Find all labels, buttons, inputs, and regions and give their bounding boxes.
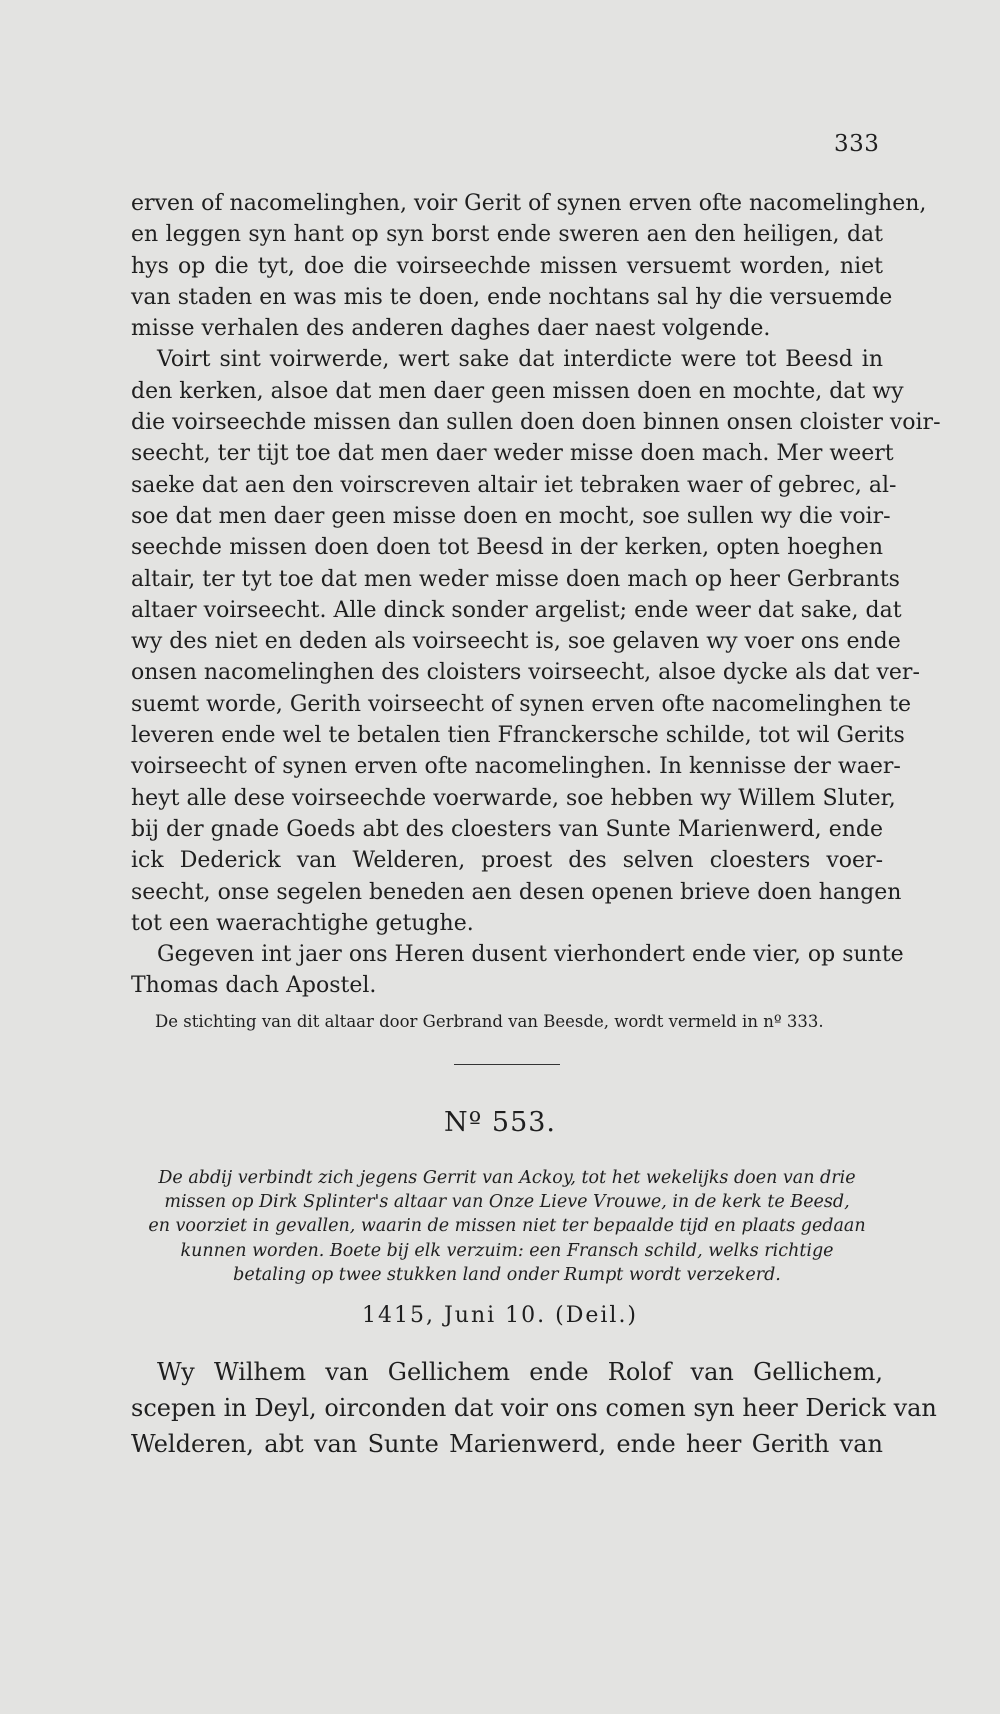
text-line: Thomas dach Apostel.: [131, 973, 377, 999]
page-number: 333: [834, 131, 880, 157]
text-line: saeke dat aen den voirscreven altair iet tebraken waer of gebrec, al-: [131, 472, 897, 498]
text-line: altair, ter tyt toe dat men weder misse doen mach op heer Gerbrants: [131, 566, 900, 592]
summary-line: missen op Dirk Splinter's altaar van Onze Lieve Vrouwe, in de kerk te Beesd,: [164, 1192, 850, 1213]
charter-text-553: [131, 1354, 937, 1462]
text-line: hys op die tyt, doe die voirseechde missen versuemt worden, niet: [131, 253, 883, 279]
document-number: Nº 553.: [443, 1107, 557, 1138]
text-line: seecht, onse segelen beneden aen desen openen brieve doen hangen: [131, 879, 902, 905]
text-line: voirseecht of synen erven ofte nacomelinghen. In kennisse der waer-: [131, 754, 901, 780]
section-divider: [454, 1064, 560, 1065]
summary-line: en voorziet in gevallen, waarin de missen niet ter bepaalde tijd en plaats gedaan: [148, 1216, 866, 1237]
text-line: Gegeven int jaer ons Heren dusent vierhondert ende vier, op sunte: [157, 942, 904, 968]
text-line: altaer voirseecht. Alle dinck sonder argelist; ende weer dat sake, dat: [131, 597, 902, 623]
text-line: misse verhalen des anderen daghes daer naest volgende.: [131, 316, 771, 342]
text-line: ick Dederick van Welderen, proest des selven cloesters voer-: [131, 848, 883, 874]
text-line: Welderen, abt van Sunte Marienwerd, ende heer Gerith van: [131, 1430, 883, 1458]
summary-line: betaling op twee stukken land onder Rumpt wordt verzekerd.: [233, 1264, 781, 1285]
text-line: erven of nacomelinghen, voir Gerit of synen erven ofte nacomelinghen,: [131, 191, 927, 216]
text-line: scepen in Deyl, oirconden dat voir ons comen syn heer Derick van: [131, 1394, 937, 1422]
text-line: seecht, ter tijt toe dat men daer weder misse doen mach. Mer weert: [131, 441, 894, 467]
text-line: den kerken, alsoe dat men daer geen missen doen en mochte, dat wy: [131, 378, 904, 404]
text-line: soe dat men daer geen misse doen en mocht, soe sullen wy die voir-: [131, 503, 891, 529]
text-line: en leggen syn hant op syn borst ende sweren aen den heiligen, dat: [131, 222, 883, 248]
text-line: tot een waerachtighe getughe.: [131, 910, 474, 936]
text-line: seechde missen doen doen tot Beesd in der kerken, opten hoeghen: [131, 535, 883, 561]
document-date: 1415, Juni 10. (Deil.): [361, 1303, 639, 1328]
text-line: wy des niet en deden als voirseecht is, soe gelaven wy voer ons ende: [131, 629, 901, 655]
text-line: Wy Wilhem van Gellichem ende Rolof van Gellichem,: [157, 1358, 883, 1386]
document-summary: [131, 1166, 883, 1287]
summary-line: De abdij verbindt zich jegens Gerrit van Ackoy, tot het wekelijks doen van drie: [158, 1168, 856, 1188]
summary-line: kunnen worden. Boete bij elk verzuim: een Fransch schild, welks richtige: [180, 1240, 834, 1261]
text-line: onsen nacomelinghen des cloisters voirseecht, alsoe dycke als dat ver-: [131, 660, 920, 686]
text-line: heyt alle dese voirseechde voerwarde, soe hebben wy Willem Sluter,: [131, 785, 896, 811]
text-line: van staden en was mis te doen, ende nochtans sal hy die versuemde: [131, 284, 893, 310]
footnote: De stichting van dit altaar door Gerbrand van Beesde, wordt vermeld in nº 333.: [155, 1012, 824, 1031]
charter-text: [131, 188, 941, 1002]
text-line: die voirseechde missen dan sullen doen doen binnen onsen cloister voir-: [131, 410, 941, 436]
text-line: leveren ende wel te betalen tien Ffranckersche schilde, tot wil Gerits: [131, 723, 905, 749]
text-line: bij der gnade Goeds abt des cloesters van Sunte Marienwerd, ende: [131, 816, 883, 842]
text-line: Voirt sint voirwerde, wert sake dat interdicte were tot Beesd in: [157, 347, 883, 373]
text-line: suemt worde, Gerith voirseecht of synen erven ofte nacomelinghen te: [131, 691, 911, 717]
